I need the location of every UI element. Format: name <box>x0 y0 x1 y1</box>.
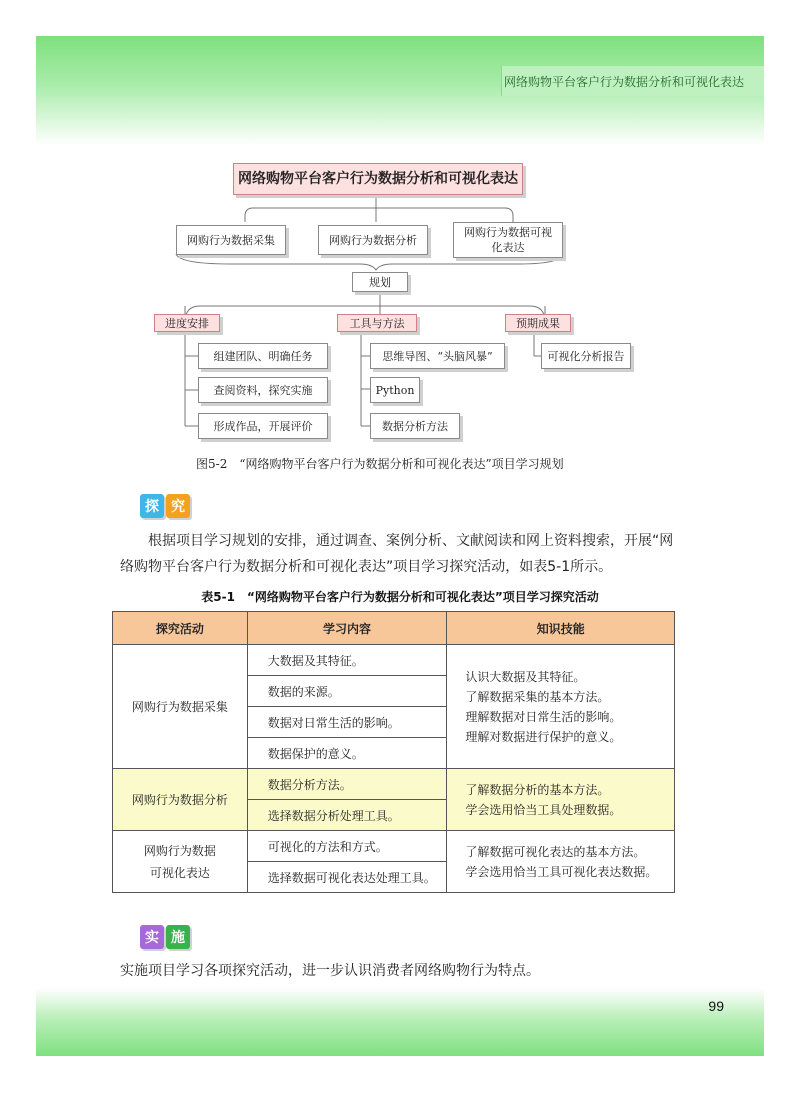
schedule-item: 组建团队、明确任务 <box>198 343 328 369</box>
footer-band <box>36 988 764 1056</box>
skill-line: 了解数据可视化表达的基本方法。 <box>465 844 646 859</box>
activity-cell: 网购行为数据采集 <box>113 645 248 769</box>
schedule-item: 形成作品，开展评价 <box>198 413 328 439</box>
category-tools: 工具与方法 <box>337 314 417 332</box>
skill-line: 学会选用恰当工具可视化表达数据。 <box>465 864 658 879</box>
skill-line: 了解数据分析的基本方法。 <box>465 782 610 797</box>
content-cell: 数据对日常生活的影响。 <box>247 707 447 738</box>
outcome-item: 可视化分析报告 <box>541 343 631 369</box>
content-cell: 大数据及其特征。 <box>247 645 447 676</box>
skill-line: 了解数据采集的基本方法。 <box>465 689 610 704</box>
diagram-root-node: 网络购物平台客户行为数据分析和可视化表达 <box>233 163 523 195</box>
tool-item: Python <box>370 377 420 403</box>
skill-line: 学会选用恰当工具处理数据。 <box>465 802 622 817</box>
implement-paragraph: 实施项目学习各项探究活动，进一步认识消费者网络购物行为特点。 <box>120 963 540 979</box>
skill-line: 理解数据对日常生活的影响。 <box>465 709 622 724</box>
page-number: 99 <box>708 998 724 1014</box>
header-skill: 知识技能 <box>447 612 675 645</box>
activity-line: 可视化表达 <box>149 865 210 880</box>
implement-badge <box>140 925 190 949</box>
skill-cell <box>447 769 675 831</box>
table-row <box>113 645 675 676</box>
task-node-analyze: 网购行为数据分析 <box>318 225 428 255</box>
category-schedule: 进度安排 <box>154 314 220 332</box>
tool-item: 思维导图、“头脑风暴” <box>370 343 505 369</box>
explore-paragraph: 根据项目学习规划的安排，通过调查、案例分析、文献阅读和网上资料搜索，开展“网络购物平台客户行为数据分析和可视化表达”项目学习探究活动，如表5-1所示。 <box>120 533 674 575</box>
skill-cell <box>447 645 675 769</box>
header-content: 学习内容 <box>247 612 447 645</box>
explore-badge <box>140 494 190 518</box>
header-activity: 探究活动 <box>113 612 248 645</box>
header-title: 网络购物平台客户行为数据分析和可视化表达 <box>503 75 744 89</box>
activity-line: 网购行为数据 <box>143 843 216 858</box>
badge-char: 实 <box>140 925 164 949</box>
schedule-item: 查阅资料，探究实施 <box>198 377 328 403</box>
content-cell: 选择数据分析处理工具。 <box>247 800 447 831</box>
content-cell: 选择数据可视化表达处理工具。 <box>247 862 447 893</box>
plan-node: 规划 <box>352 272 408 292</box>
activity-table <box>112 611 675 893</box>
planning-diagram <box>0 0 800 480</box>
activity-cell <box>113 831 248 893</box>
badge-char: 施 <box>166 925 190 949</box>
skill-cell <box>447 831 675 893</box>
badge-char: 探 <box>140 494 164 518</box>
badge-char: 究 <box>166 494 190 518</box>
task-node-visualize: 网购行为数据可视化表达 <box>453 222 563 258</box>
content-cell: 可视化的方法和方式。 <box>247 831 447 862</box>
table-row <box>113 831 675 862</box>
table-title: 表5-1 “网络购物平台客户行为数据分析和可视化表达”项目学习探究活动 <box>201 590 599 604</box>
task-node-collect: 网购行为数据采集 <box>176 225 286 255</box>
content-cell: 数据的来源。 <box>247 676 447 707</box>
skill-line: 理解对数据进行保护的意义。 <box>465 729 622 744</box>
activity-cell: 网购行为数据分析 <box>113 769 248 831</box>
table-header-row <box>113 612 675 645</box>
skill-line: 认识大数据及其特征。 <box>465 669 586 684</box>
tool-item: 数据分析方法 <box>370 413 460 439</box>
table-row <box>113 769 675 800</box>
content-cell: 数据分析方法。 <box>247 769 447 800</box>
figure-caption: 图5-2 “网络购物平台客户行为数据分析和可视化表达”项目学习规划 <box>196 457 564 471</box>
content-cell: 数据保护的意义。 <box>247 738 447 769</box>
category-outcome: 预期成果 <box>505 314 571 332</box>
